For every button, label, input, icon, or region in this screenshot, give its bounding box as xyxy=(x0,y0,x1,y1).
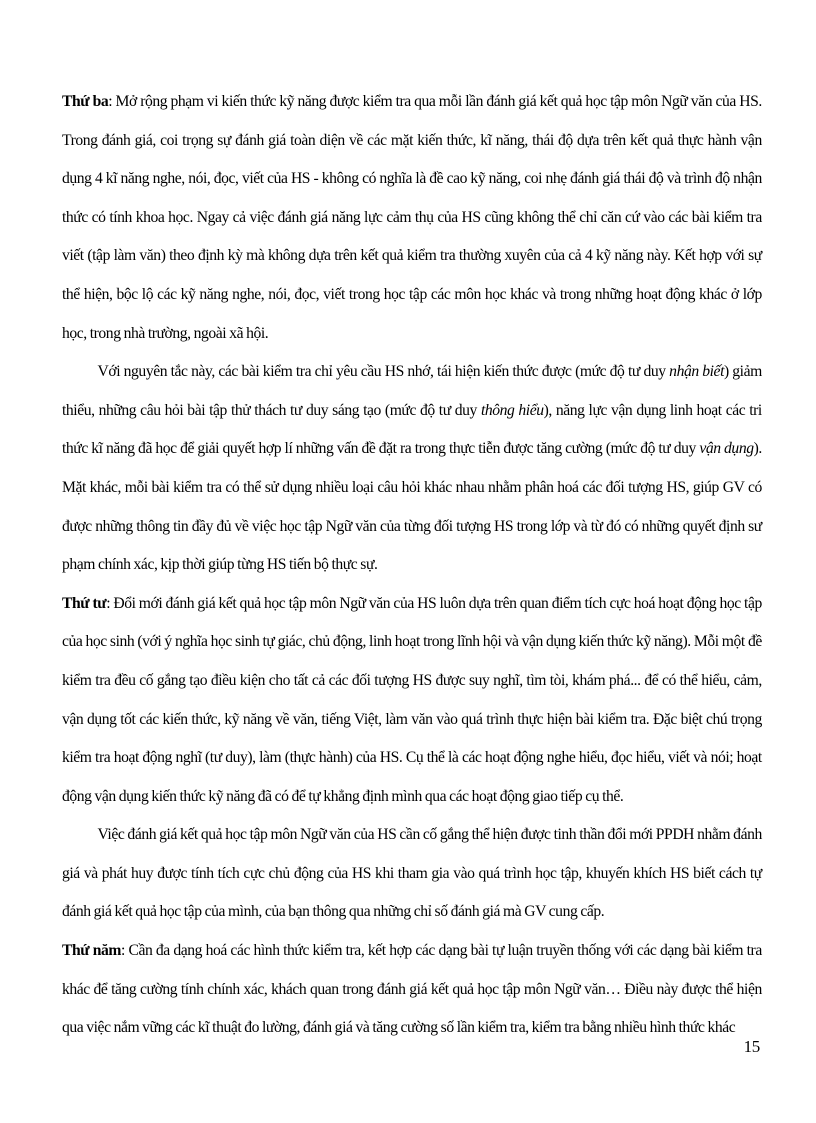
paragraph-thu-ba xyxy=(62,82,762,352)
paragraph-nguyen-tac xyxy=(62,352,762,584)
paragraph-lead-thu-ba: Thứ ba xyxy=(62,91,109,110)
paragraph-text: : Đổi mới đánh giá kết quả học tập môn Ngữ văn của HS luôn dựa trên quan điểm tích cực hoá hoạt động học tập của học sinh (với ý nghĩa học sinh tự giác, chủ động, linh hoạt trong lĩnh hội và vận dụng kiến thức kỹ năng). Mỗi một đề kiểm tra đều cố gắng tạo điều kiện cho tất cả các đối tượng HS được suy nghĩ, tìm tòi, khám phá... để có thể hiểu, cảm, vận dụng tốt các kiến thức, kỹ năng về văn, tiếng Việt, làm văn vào quá trình thực hiện bài kiểm tra. Đặc biệt chú trọng kiểm tra hoạt động nghĩ (tư duy), làm (thực hành) của HS. Cụ thể là các hoạt động nghe hiểu, đọc hiểu, viết và nói; hoạt động vận dụng kiến thức kỹ năng đã có để tự khẳng định mình qua các hoạt động giao tiếp cụ thể. xyxy=(62,592,762,805)
paragraph-lead-thu-tu: Thứ tư xyxy=(62,592,107,612)
italic-term-nhan-biet: nhận biết xyxy=(669,361,724,381)
paragraph-text: ) giảm thiểu, những câu hỏi bài tập thử thách tư duy sáng tạo (mức độ tư duy xyxy=(62,361,762,419)
paragraph-text: : Mở rộng phạm vi kiến thức kỹ năng được kiểm tra qua mỗi lần đánh giá kết quả học tập môn Ngữ văn của HS. Trong đánh giá, coi trọng sự đánh giá toàn diện về các mặt kiến thức, kĩ năng, thái độ dựa trên kết quả thực hành vận dụng 4 kĩ năng nghe, nói, đọc, viết của HS - không có nghĩa là đề cao kỹ năng, coi nhẹ đánh giá thái độ và trình độ nhận thức có tính khoa học. Ngay cả việc đánh giá năng lực cảm thụ của HS cũng không thể chỉ căn cứ vào các bài kiểm tra viết (tập làm văn) theo định kỳ mà không dựa trên kết quả kiểm tra thường xuyên của cả 4 kỹ năng này. Kết hợp với sự thể hiện, bộc lộ các kỹ năng nghe, nói, đọc, viết trong học tập các môn học khác và trong những hoạt động khác ở lớp học, trong nhà trường, ngoài xã hội. xyxy=(62,91,762,342)
paragraph-text: ). Mặt khác, mỗi bài kiểm tra có thể sử dụng nhiều loại câu hỏi khác nhau nhằm phân hoá các đối tượng HS, giúp GV có được những thông tin đầy đủ về việc học tập Ngữ văn của từng đối tượng HS trong lớp và từ đó có những quyết định sư phạm chính xác, kịp thời giúp từng HS tiến bộ thực sự. xyxy=(62,438,762,574)
document-page xyxy=(62,82,762,1047)
italic-term-thong-hieu: thông hiểu xyxy=(480,399,544,419)
paragraph-text: Với nguyên tắc này, các bài kiểm tra chỉ yêu cầu HS nhớ, tái hiện kiến thức được (mức độ tư duy xyxy=(97,361,670,381)
paragraph-text: Việc đánh giá kết quả học tập môn Ngữ văn của HS cần cố gắng thể hiện được tinh thần đổi mới PPDH nhằm đánh giá và phát huy được tính tích cực chủ động của HS khi tham gia vào quá trình học tập, khuyến khích HS biết cách tự đánh giá kết quả học tập của mình, của bạn thông qua những chỉ số đánh giá mà GV cung cấp. xyxy=(62,824,762,921)
paragraph-thu-tu xyxy=(62,584,762,816)
paragraph-lead-thu-nam: Thứ năm xyxy=(62,940,122,960)
page-number: 15 xyxy=(743,1037,760,1056)
paragraph-text: : Cần đa dạng hoá các hình thức kiểm tra, kết hợp các dạng bài tự luận truyền thống với các dạng bài kiểm tra khác để tăng cường tính chính xác, khách quan trong đánh giá kết quả học tập môn Ngữ văn… Điều này được thể hiện qua việc nắm vững các kĩ thuật đo lường, đánh giá và tăng cường số lần kiểm tra, kiểm tra bằng nhiều hình thức khác xyxy=(62,940,762,1037)
italic-term-van-dung: vận dụng xyxy=(699,438,754,458)
paragraph-text: ), năng lực vận dụng linh hoạt các tri thức kĩ năng đã học để giải quyết hợp lí những vấn đề đặt ra trong thực tiễn được tăng cường (mức độ tư duy xyxy=(62,399,762,458)
paragraph-danh-gia xyxy=(62,815,762,931)
paragraph-thu-nam xyxy=(62,931,762,1047)
